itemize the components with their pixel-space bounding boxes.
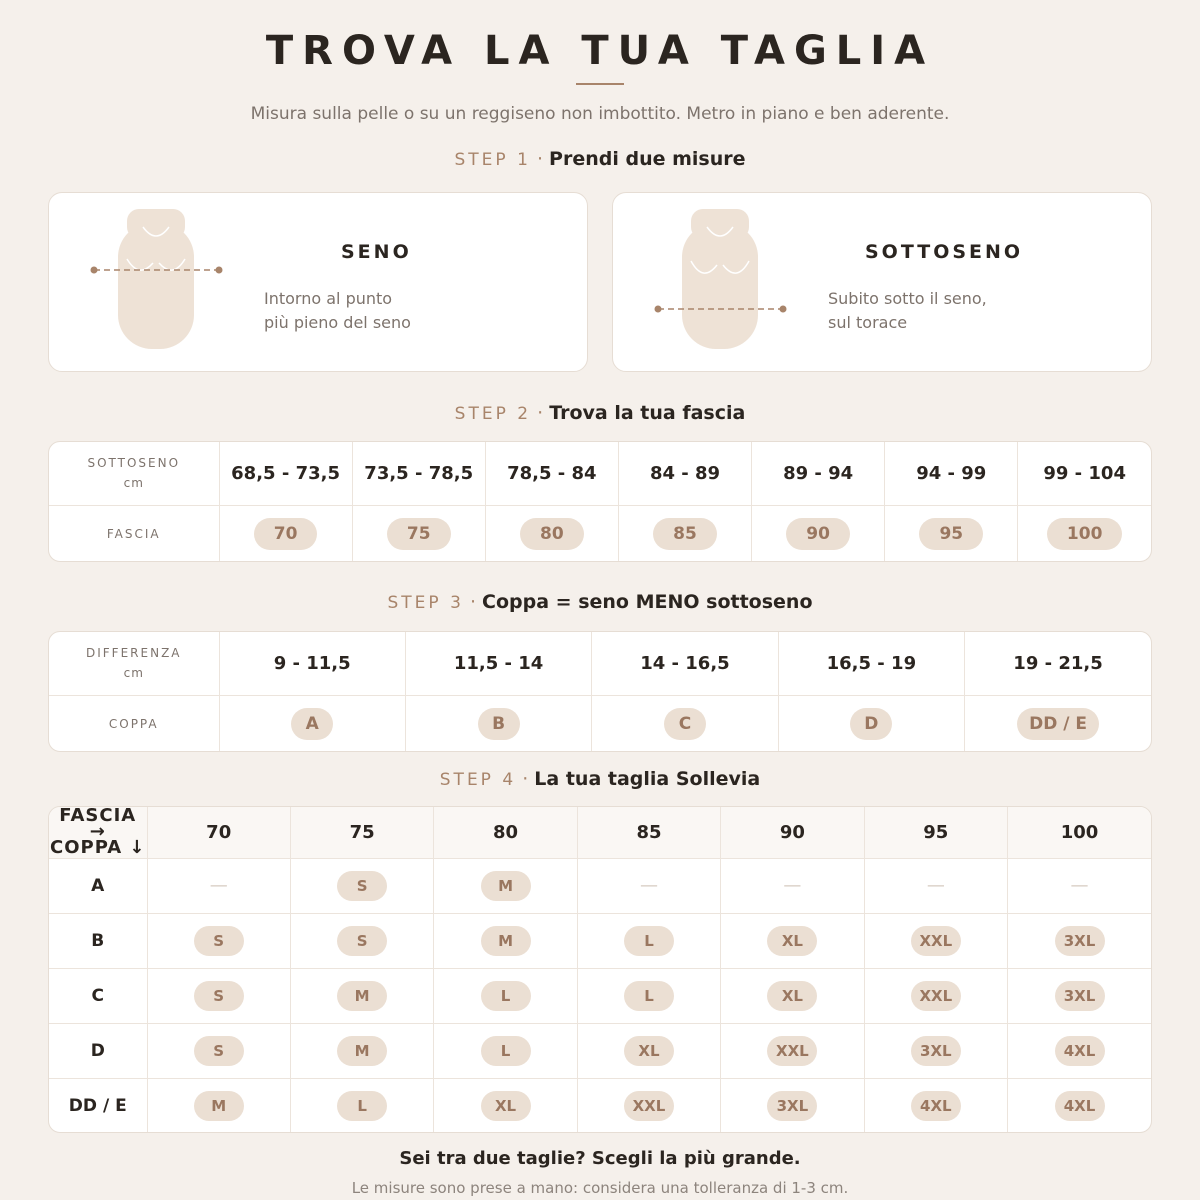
band-badge: 90 — [786, 518, 850, 550]
step1-text: Prendi due misure — [549, 148, 746, 170]
step2-heading — [0, 402, 1200, 424]
size-cell — [577, 1023, 720, 1078]
size-cell — [434, 1023, 577, 1078]
band-column-header: 100 — [1008, 807, 1151, 858]
size-badge: 3XL — [767, 1091, 817, 1121]
underbust-range: 94 - 99 — [885, 442, 1018, 505]
difference-range: 14 - 16,5 — [592, 632, 778, 695]
corner-band-label: FASCIA → — [59, 806, 137, 843]
size-badge: 4XL — [911, 1091, 961, 1121]
size-badge: S — [337, 871, 387, 901]
size-table-header — [49, 807, 1151, 858]
size-cell — [577, 858, 720, 913]
size-badge: S — [337, 926, 387, 956]
torso-bust-measure-icon — [89, 207, 229, 351]
underbust-measure-card — [612, 192, 1152, 372]
size-cell — [864, 913, 1007, 968]
bust-measure-card — [48, 192, 588, 372]
size-cell — [147, 858, 290, 913]
size-cell — [147, 913, 290, 968]
cup-row-header: A — [49, 858, 147, 913]
band-row-label: FASCIA — [49, 505, 219, 562]
size-cell — [1008, 858, 1151, 913]
size-cell — [864, 968, 1007, 1023]
size-badge: L — [337, 1091, 387, 1121]
band-column-header: 95 — [864, 807, 1007, 858]
band-column-header: 70 — [147, 807, 290, 858]
difference-range: 11,5 - 14 — [405, 632, 591, 695]
size-cell — [434, 1078, 577, 1133]
size-cell — [721, 858, 864, 913]
size-badge: XL — [481, 1091, 531, 1121]
underbust-range: 99 - 104 — [1018, 442, 1151, 505]
size-table-row — [49, 1023, 1151, 1078]
step-separator: · — [469, 591, 476, 613]
not-available-dash: — — [209, 875, 228, 896]
size-cell — [147, 1078, 290, 1133]
size-cell — [290, 858, 433, 913]
cup-badge: D — [850, 708, 892, 740]
size-badge: L — [481, 981, 531, 1011]
step-separator: · — [522, 768, 529, 790]
band-column-header: 85 — [577, 807, 720, 858]
difference-label-text: DIFFERENZA — [86, 646, 182, 661]
size-cell — [577, 968, 720, 1023]
size-cell — [1008, 968, 1151, 1023]
page-subtitle: Misura sulla pelle o su un reggiseno non imbottito. Metro in piano e ben aderente. — [250, 104, 950, 124]
size-badge: S — [194, 1036, 244, 1066]
size-cell — [577, 913, 720, 968]
underbust-row — [49, 442, 1151, 505]
step3-heading — [0, 591, 1200, 613]
size-badge: M — [481, 926, 531, 956]
size-cell — [434, 968, 577, 1023]
band-badge: 85 — [653, 518, 717, 550]
size-cell — [290, 1023, 433, 1078]
not-available-dash: — — [926, 875, 945, 896]
size-badge: M — [337, 1036, 387, 1066]
step1-label: STEP 1 — [454, 150, 531, 170]
underbust-desc-line2: sul torace — [828, 313, 908, 332]
step2-text: Trova la tua fascia — [549, 402, 746, 424]
cup-row-header: D — [49, 1023, 147, 1078]
step3-text: Coppa = seno MENO sottoseno — [482, 591, 813, 613]
difference-row-label — [49, 632, 219, 695]
size-table-row — [49, 1078, 1151, 1133]
size-badge: M — [194, 1091, 244, 1121]
bust-card-description — [264, 287, 411, 335]
underbust-range: 89 - 94 — [752, 442, 885, 505]
band-column-header: 75 — [290, 807, 433, 858]
cup-row-label: COPPA — [49, 695, 219, 752]
cup-badge: C — [664, 708, 706, 740]
underbust-range: 73,5 - 78,5 — [352, 442, 485, 505]
step1-heading — [0, 148, 1200, 170]
page-title: TROVA LA TUA TAGLIA — [265, 28, 935, 74]
size-badge: S — [194, 926, 244, 956]
size-table-body — [49, 858, 1151, 1133]
underbust-row-label — [49, 442, 219, 505]
size-badge: XL — [624, 1036, 674, 1066]
title-divider — [576, 83, 624, 85]
cup-cell — [778, 695, 964, 752]
step-separator: · — [536, 148, 543, 170]
size-badge: 3XL — [911, 1036, 961, 1066]
size-badge: XXL — [767, 1036, 817, 1066]
size-badge: 4XL — [1055, 1091, 1105, 1121]
size-badge: S — [194, 981, 244, 1011]
band-row — [49, 505, 1151, 562]
step4-text: La tua taglia Sollevia — [534, 768, 761, 790]
corner-cup-label: COPPA ↓ — [49, 837, 146, 859]
size-badge: XXL — [911, 981, 961, 1011]
underbust-range: 78,5 - 84 — [485, 442, 618, 505]
size-cell — [864, 858, 1007, 913]
size-advice: Sei tra due taglie? Scegli la più grande. — [399, 1148, 801, 1169]
size-cell — [1008, 913, 1151, 968]
size-badge: 3XL — [1055, 926, 1105, 956]
size-cell — [434, 913, 577, 968]
underbust-range: 68,5 - 73,5 — [219, 442, 352, 505]
step-separator: · — [537, 402, 544, 424]
size-table-row — [49, 968, 1151, 1023]
band-badge: 100 — [1047, 518, 1123, 550]
size-badge: XXL — [624, 1091, 674, 1121]
cup-cell — [965, 695, 1151, 752]
band-badge: 95 — [919, 518, 983, 550]
size-badge: M — [481, 871, 531, 901]
underbust-card-title: SOTTOSENO — [865, 241, 1024, 263]
difference-row — [49, 632, 1151, 695]
band-badge: 80 — [520, 518, 584, 550]
size-cell — [147, 1023, 290, 1078]
band-cell — [1018, 505, 1151, 562]
size-cell — [290, 968, 433, 1023]
size-cell — [290, 1078, 433, 1133]
cup-cell — [219, 695, 405, 752]
underbust-desc-line1: Subito sotto il seno, — [828, 289, 987, 308]
band-column-header: 90 — [721, 807, 864, 858]
size-cell — [290, 913, 433, 968]
band-column-header: 80 — [434, 807, 577, 858]
size-table — [48, 806, 1152, 1133]
size-badge: L — [481, 1036, 531, 1066]
cup-badge: DD / E — [1017, 708, 1099, 740]
size-cell — [721, 1078, 864, 1133]
not-available-dash: — — [783, 875, 802, 896]
size-badge: XXL — [911, 926, 961, 956]
band-badge: 75 — [387, 518, 451, 550]
cup-cell — [592, 695, 778, 752]
size-cell — [721, 968, 864, 1023]
bust-desc-line2: più pieno del seno — [264, 313, 411, 332]
size-cell — [1008, 1023, 1151, 1078]
not-available-dash: — — [1070, 875, 1089, 896]
size-badge: M — [337, 981, 387, 1011]
size-cell — [1008, 1078, 1151, 1133]
difference-unit: cm — [123, 666, 144, 681]
cup-row-header: C — [49, 968, 147, 1023]
size-table-row — [49, 913, 1151, 968]
underbust-unit: cm — [123, 476, 144, 491]
size-badge: XL — [767, 981, 817, 1011]
band-badge: 70 — [254, 518, 318, 550]
difference-range: 9 - 11,5 — [219, 632, 405, 695]
not-available-dash: — — [639, 875, 658, 896]
cup-row — [49, 695, 1151, 752]
cup-table — [48, 631, 1152, 752]
step4-heading — [0, 768, 1200, 790]
size-badge: 4XL — [1055, 1036, 1105, 1066]
size-cell — [864, 1078, 1007, 1133]
size-table-corner — [49, 807, 147, 858]
cup-row-header: B — [49, 913, 147, 968]
size-table-row — [49, 858, 1151, 913]
band-cell — [219, 505, 352, 562]
torso-underbust-measure-icon — [653, 207, 793, 351]
step3-label: STEP 3 — [387, 593, 464, 613]
difference-range: 19 - 21,5 — [965, 632, 1151, 695]
tolerance-note: Le misure sono prese a mano: considera una tolleranza di 1-3 cm. — [351, 1179, 849, 1197]
step2-label: STEP 2 — [454, 404, 532, 424]
band-cell — [885, 505, 1018, 562]
band-cell — [485, 505, 618, 562]
cup-row-header: DD / E — [49, 1078, 147, 1133]
bust-card-title: SENO — [341, 241, 412, 263]
size-badge: L — [624, 981, 674, 1011]
size-badge: 3XL — [1055, 981, 1105, 1011]
size-cell — [147, 968, 290, 1023]
underbust-card-description — [828, 287, 987, 335]
size-badge: L — [624, 926, 674, 956]
step4-label: STEP 4 — [439, 770, 517, 790]
bust-desc-line1: Intorno al punto — [264, 289, 393, 308]
size-cell — [864, 1023, 1007, 1078]
band-table — [48, 441, 1152, 562]
cup-cell — [405, 695, 591, 752]
band-cell — [352, 505, 485, 562]
size-cell — [577, 1078, 720, 1133]
band-cell — [618, 505, 751, 562]
cup-badge: B — [478, 708, 520, 740]
difference-range: 16,5 - 19 — [778, 632, 964, 695]
band-cell — [752, 505, 885, 562]
underbust-label-text: SOTTOSENO — [87, 456, 181, 471]
cup-badge: A — [291, 708, 333, 740]
underbust-range: 84 - 89 — [618, 442, 751, 505]
size-cell — [721, 913, 864, 968]
size-cell — [434, 858, 577, 913]
size-cell — [721, 1023, 864, 1078]
size-badge: XL — [767, 926, 817, 956]
